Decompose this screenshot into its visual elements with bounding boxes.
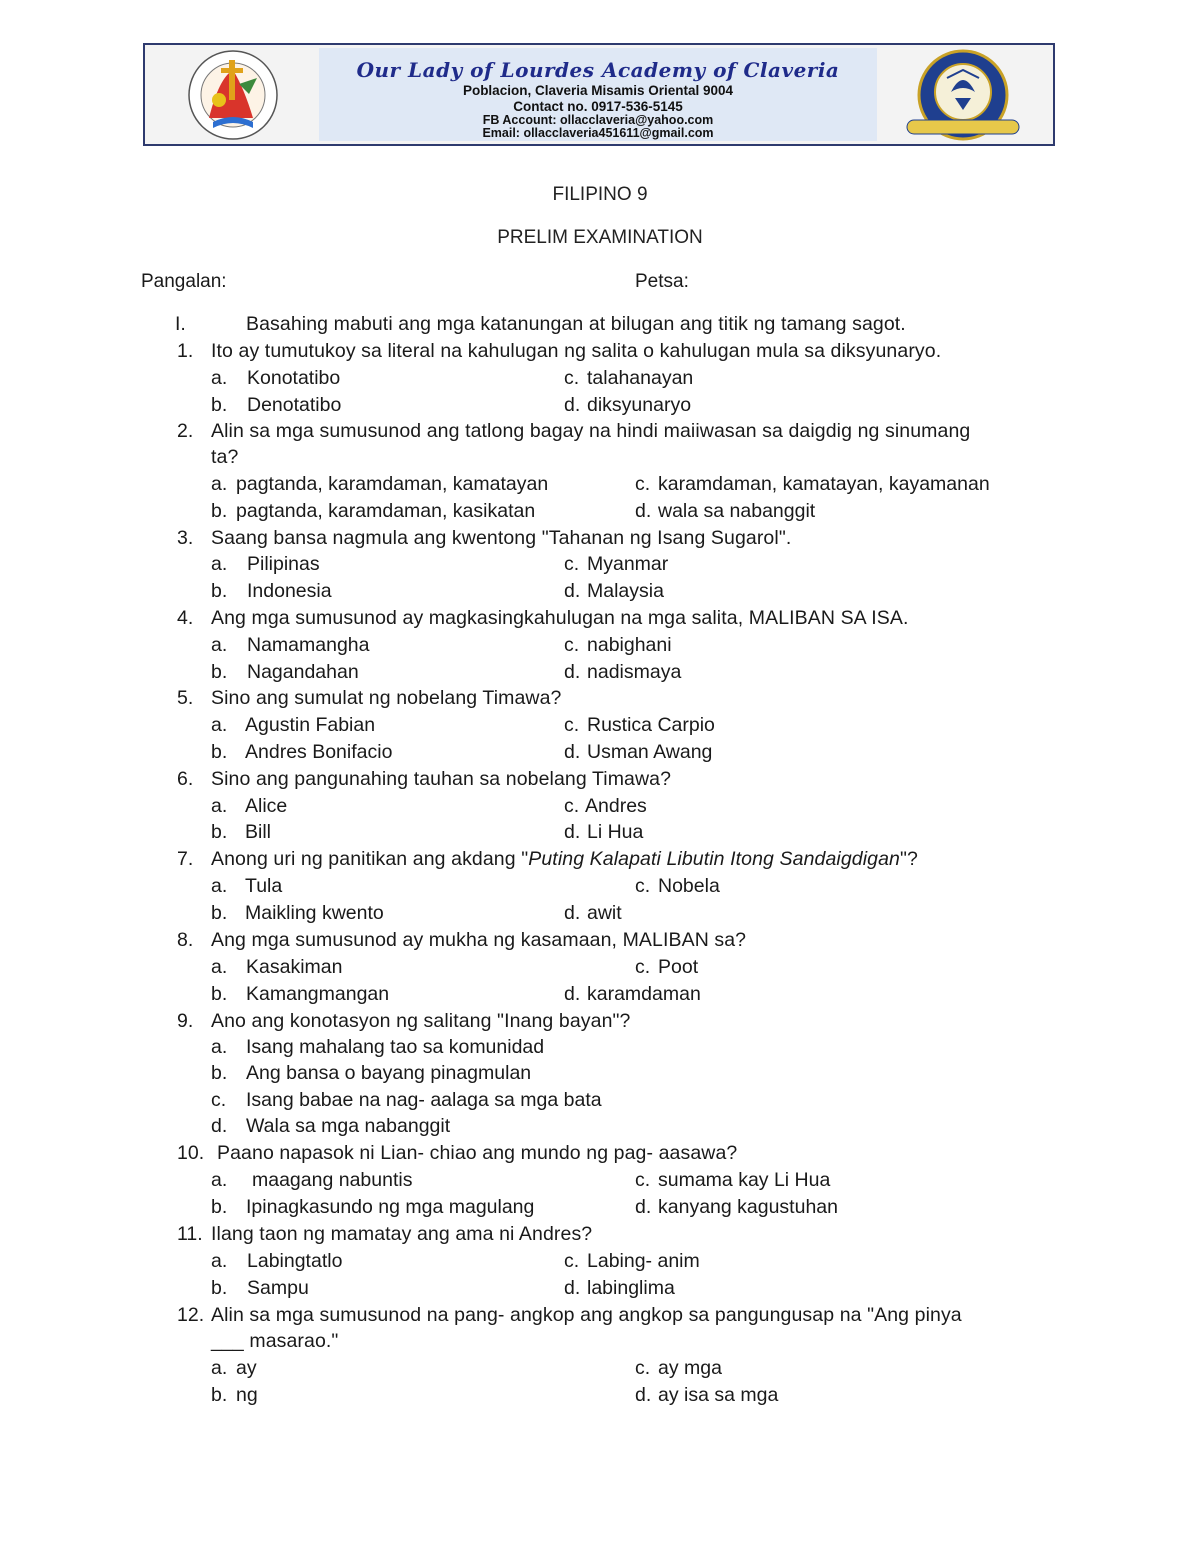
option-d xyxy=(564,1277,675,1300)
option-letter: d. xyxy=(564,661,581,683)
option-letter: c. xyxy=(564,714,580,736)
option-b xyxy=(211,580,332,603)
option-text: labinglima xyxy=(587,1277,675,1299)
option-a xyxy=(211,553,320,576)
question-text: Ano ang konotasyon ng salitang "Inang bayan"? xyxy=(211,1010,631,1032)
option-text: Nobela xyxy=(658,875,720,897)
option-letter: b. xyxy=(211,1277,228,1299)
option-text: wala sa nabanggit xyxy=(658,500,816,522)
option-d xyxy=(635,500,815,523)
option-a xyxy=(211,1036,544,1059)
option-b xyxy=(211,741,392,764)
option-b xyxy=(211,902,384,925)
option-text: Namamangha xyxy=(247,634,370,656)
question-text: Alin sa mga sumusunod ang tatlong bagay na hindi maiiwasan sa daigdig ng sinumang xyxy=(211,420,971,442)
question-number: 11. xyxy=(177,1223,203,1245)
name-label: Pangalan: xyxy=(141,271,227,292)
school-address: Poblacion, Claveria Misamis Oriental 9004 xyxy=(462,83,734,98)
option-c xyxy=(635,1169,830,1192)
option-text: karamdaman, kamatayan, kayamanan xyxy=(658,473,990,495)
option-letter: b. xyxy=(211,983,228,1005)
option-text: Andres xyxy=(585,795,647,817)
option-text: Nagandahan xyxy=(247,661,359,683)
option-d xyxy=(564,741,712,764)
option-text: Labing- anim xyxy=(587,1250,700,1272)
option-text: Li Hua xyxy=(587,821,644,843)
option-letter: b. xyxy=(211,1196,228,1218)
option-letter: a. xyxy=(211,714,228,736)
subject-title: FILIPINO 9 xyxy=(552,184,648,205)
option-text: Malaysia xyxy=(587,580,664,602)
option-c xyxy=(564,553,668,576)
option-text: Poot xyxy=(658,956,699,978)
question-number: 12. xyxy=(177,1304,205,1326)
option-b xyxy=(211,1277,309,1300)
question-number: 9. xyxy=(177,1010,194,1032)
school-info-panel xyxy=(319,48,877,141)
option-text: Bill xyxy=(245,821,272,843)
question-text-start: Anong uri ng panitikan ang akdang " xyxy=(211,848,529,870)
option-text: Indonesia xyxy=(247,580,332,602)
option-c xyxy=(635,956,698,979)
option-b xyxy=(211,500,535,523)
option-letter: a. xyxy=(211,1036,228,1058)
option-text: awit xyxy=(587,902,622,924)
instructions-text: Basahing mabuti ang mga katanungan at bilugan ang titik ng tamang sagot. xyxy=(246,313,906,335)
option-b xyxy=(211,1196,534,1219)
option-d xyxy=(564,983,701,1006)
option-text: Sampu xyxy=(247,1277,309,1299)
option-text: Konotatibo xyxy=(247,367,341,389)
option-letter: c. xyxy=(635,1169,651,1191)
question-number: 4. xyxy=(177,607,194,629)
option-a xyxy=(211,875,282,898)
option-letter: d. xyxy=(564,821,581,843)
option-letter: c. xyxy=(564,1250,580,1272)
option-letter: c. xyxy=(635,1357,651,1379)
question-number: 6. xyxy=(177,768,194,790)
option-text: ay mga xyxy=(658,1357,722,1379)
option-letter: d. xyxy=(635,500,652,522)
option-b xyxy=(211,1384,258,1407)
option-c xyxy=(564,634,672,657)
option-letter: a. xyxy=(211,1169,228,1191)
option-letter: a. xyxy=(211,956,228,978)
option-letter: d. xyxy=(635,1384,652,1406)
option-b xyxy=(211,394,341,417)
option-text: Rustica Carpio xyxy=(587,714,715,736)
section-roman: I. xyxy=(175,313,186,335)
question-text: Ilang taon ng mamatay ang ama ni Andres? xyxy=(211,1223,593,1245)
option-d xyxy=(564,394,691,417)
option-letter: b. xyxy=(211,580,228,602)
option-d xyxy=(564,821,643,844)
question-number: 7. xyxy=(177,848,194,870)
option-letter: c. xyxy=(635,875,651,897)
option-text: Andres Bonifacio xyxy=(245,741,393,763)
option-letter: b. xyxy=(211,394,228,416)
option-text: Ang bansa o bayang pinagmulan xyxy=(246,1062,532,1084)
option-text: Kasakiman xyxy=(246,956,343,978)
question-text: Paano napasok ni Lian- chiao ang mundo ng pag- aasawa? xyxy=(217,1142,738,1164)
option-letter: c. xyxy=(564,634,580,656)
option-text: talahanayan xyxy=(587,367,694,389)
option-letter: a. xyxy=(211,367,228,389)
exam-title: PRELIM EXAMINATION xyxy=(497,227,703,248)
question-text: Ang mga sumusunod ay magkasingkahulugan na mga salita, MALIBAN SA ISA. xyxy=(211,607,909,629)
academy-seal-icon xyxy=(877,48,1049,142)
option-letter: a. xyxy=(211,1357,228,1379)
option-text: ay xyxy=(236,1357,257,1379)
option-text: ay isa sa mga xyxy=(658,1384,779,1406)
option-letter: b. xyxy=(211,821,228,843)
option-letter: d. xyxy=(564,983,581,1005)
option-d xyxy=(564,580,664,603)
option-c xyxy=(564,714,715,737)
question-text: Ito ay tumutukoy sa literal na kahulugan ng salita o kahulugan mula sa diksyunaryo. xyxy=(211,340,942,362)
option-letter: d. xyxy=(564,902,581,924)
option-letter: c. xyxy=(211,1089,227,1111)
question-text: Saang bansa nagmula ang kwentong "Tahanan ng Isang Sugarol". xyxy=(211,527,792,549)
school-header-banner xyxy=(143,43,1055,146)
option-c xyxy=(564,367,693,390)
school-contact: Contact no. 0917-536-5145 xyxy=(513,99,683,114)
option-a xyxy=(211,714,375,737)
option-text: Kamangmangan xyxy=(246,983,390,1005)
option-text: Pilipinas xyxy=(247,553,320,575)
option-a xyxy=(211,634,369,657)
option-letter: d. xyxy=(564,394,581,416)
option-letter: d. xyxy=(635,1196,652,1218)
question-text: Sino ang sumulat ng nobelang Timawa? xyxy=(211,687,562,709)
option-c xyxy=(635,875,720,898)
option-letter: b. xyxy=(211,661,228,683)
option-letter: c. xyxy=(564,795,580,817)
option-text: sumama kay Li Hua xyxy=(658,1169,831,1191)
option-letter: d. xyxy=(564,741,581,763)
option-d xyxy=(564,661,681,684)
option-c xyxy=(635,1357,722,1380)
option-text: Labingtatlo xyxy=(247,1250,343,1272)
option-a xyxy=(211,1250,342,1273)
question-text xyxy=(211,848,918,871)
option-text: kanyang kagustuhan xyxy=(658,1196,838,1218)
question-text-continued: ta? xyxy=(211,446,239,468)
option-text: Isang babae na nag- aalaga sa mga bata xyxy=(246,1089,602,1111)
school-name: Our Lady of Lourdes Academy of Claveria xyxy=(356,58,840,82)
option-text: nabighani xyxy=(587,634,672,656)
option-letter: c. xyxy=(564,553,580,575)
option-text: Tula xyxy=(245,875,283,897)
option-c xyxy=(564,1250,700,1273)
option-c xyxy=(211,1089,602,1112)
option-letter: b. xyxy=(211,741,228,763)
option-text: Maikling kwento xyxy=(245,902,384,924)
option-text: maagang nabuntis xyxy=(252,1169,413,1191)
option-d xyxy=(564,902,622,925)
option-text: Myanmar xyxy=(587,553,669,575)
question-number: 1. xyxy=(177,340,194,362)
option-text: pagtanda, karamdaman, kasikatan xyxy=(236,500,536,522)
option-d xyxy=(635,1196,838,1219)
option-letter: c. xyxy=(635,473,651,495)
option-text: Ipinagkasundo ng mga magulang xyxy=(246,1196,535,1218)
option-b xyxy=(211,661,359,684)
option-b xyxy=(211,1062,531,1085)
option-letter: c. xyxy=(564,367,580,389)
school-email: Email: ollacclaveria451611@gmail.com xyxy=(482,126,714,140)
option-text: pagtanda, karamdaman, kamatayan xyxy=(236,473,549,495)
option-letter: b. xyxy=(211,1062,228,1084)
question-text-end: "? xyxy=(900,848,918,870)
option-letter: b. xyxy=(211,500,228,522)
option-letter: b. xyxy=(211,1384,228,1406)
option-text: nadismaya xyxy=(587,661,682,683)
option-letter: a. xyxy=(211,875,228,897)
option-letter: d. xyxy=(211,1115,228,1137)
option-letter: a. xyxy=(211,634,228,656)
option-text: Agustin Fabian xyxy=(245,714,376,736)
option-b xyxy=(211,983,389,1006)
question-text: Ang mga sumusunod ay mukha ng kasamaan, MALIBAN sa? xyxy=(211,929,747,951)
question-text: Alin sa mga sumusunod na pang- angkop ang angkop sa pangungusap na "Ang pinya xyxy=(211,1304,962,1326)
option-a xyxy=(211,1357,257,1380)
option-text: Alice xyxy=(245,795,288,817)
option-letter: d. xyxy=(564,580,581,602)
option-letter: c. xyxy=(635,956,651,978)
question-number: 10. xyxy=(177,1142,205,1164)
option-text: Wala sa mga nabanggit xyxy=(246,1115,451,1137)
literary-work-title: Puting Kalapati Libutin Itong Sandaigdigan xyxy=(528,848,900,870)
option-letter: b. xyxy=(211,902,228,924)
option-letter: a. xyxy=(211,553,228,575)
archdiocesan-seal-icon xyxy=(149,48,317,142)
option-text: karamdaman xyxy=(587,983,701,1005)
option-a xyxy=(211,1169,412,1192)
school-fb: FB Account: ollacclaveria@yahoo.com xyxy=(482,113,714,127)
option-letter: a. xyxy=(211,473,228,495)
date-label: Petsa: xyxy=(635,271,689,292)
option-a xyxy=(211,956,342,979)
option-text: ng xyxy=(236,1384,258,1406)
option-text: Isang mahalang tao sa komunidad xyxy=(246,1036,545,1058)
question-number: 5. xyxy=(177,687,194,709)
question-number: 8. xyxy=(177,929,194,951)
question-text: Sino ang pangunahing tauhan sa nobelang Timawa? xyxy=(211,768,672,790)
option-text: Usman Awang xyxy=(587,741,713,763)
option-c xyxy=(635,473,990,496)
option-letter: d. xyxy=(564,1277,581,1299)
option-letter: a. xyxy=(211,795,228,817)
option-letter: a. xyxy=(211,1250,228,1272)
question-number: 2. xyxy=(177,420,194,442)
option-d xyxy=(211,1115,450,1138)
question-number: 3. xyxy=(177,527,194,549)
option-c xyxy=(564,795,647,818)
option-a xyxy=(211,367,340,390)
option-a xyxy=(211,473,548,496)
option-b xyxy=(211,821,271,844)
option-text: Denotatibo xyxy=(247,394,342,416)
option-text: diksyunaryo xyxy=(587,394,692,416)
option-a xyxy=(211,795,287,818)
question-text-continued: ___ masarao." xyxy=(211,1330,339,1352)
option-d xyxy=(635,1384,778,1407)
